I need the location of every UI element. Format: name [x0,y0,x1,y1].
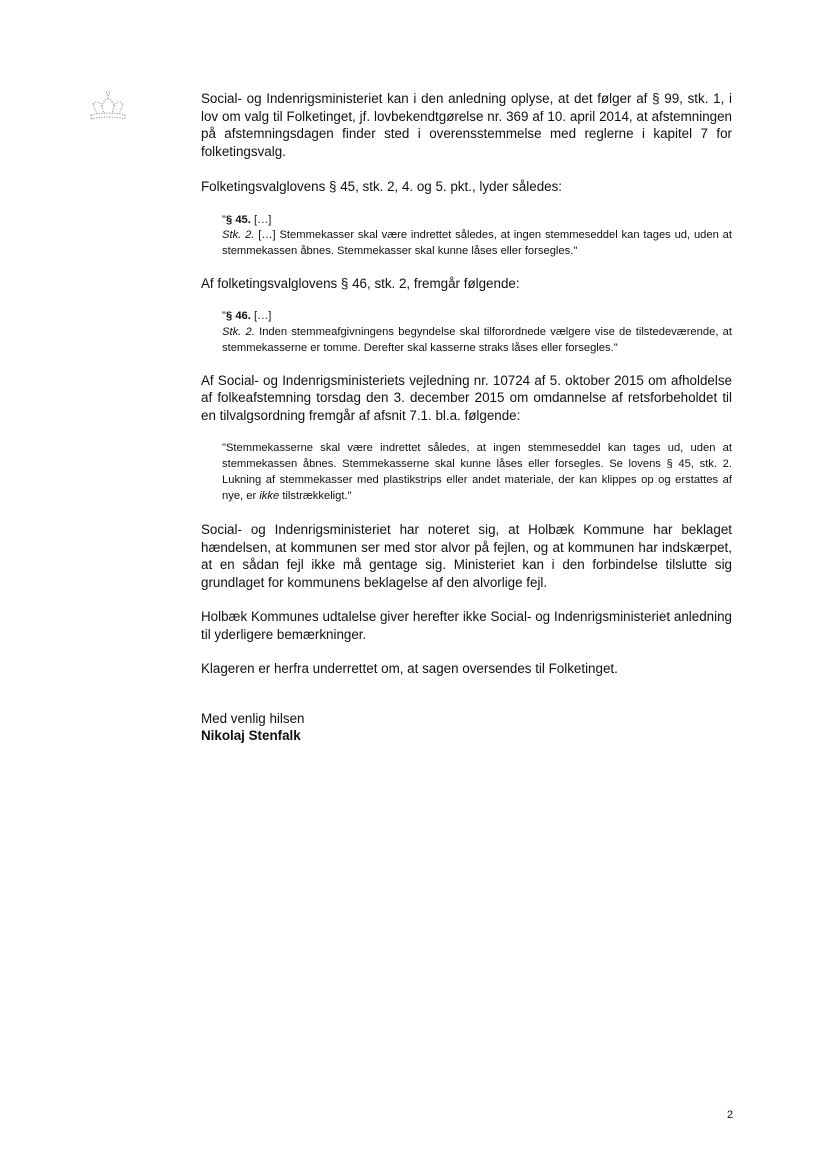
signature-name: Nikolaj Stenfalk [201,728,301,744]
quote-emphasis: ikke [259,489,280,502]
quote-45-stk: Stk. 2. [222,229,255,242]
quote-vejledning: "Stemmekasserne skal være indrettet således, at ingen stemmeseddel kan tages ud, uden at stemmekassen åbnes. Stemmekasserne skal kunne låses eller forsegles. Se lovens § 45, stk. 2. Lukning af stemmekasser med plastikstrips eller andet materiale, der kan klippes op og erstattes af nye, er ikke tilstrækkeligt." [222,442,732,502]
closing-text: Med venlig hilsen [201,710,305,726]
quote-46-stk: Stk. 2. [222,326,255,339]
quote-46-head: § 46. [225,310,251,323]
quote-46-text: Inden stemmeafgivningens begyndelse skal tilforordnede vælgere vise de tilstedeværende, at stemmekasserne er tomme. Derefter skal kasserne straks låses eller forsegles." [222,326,733,354]
signature-block [201,710,732,745]
paragraph-4: Af Social- og Indenrigsministeriets vejledning nr. 10724 af 5. oktober 2015 om afholdelse af folkeafstemning torsdag den 3. december 2015 om omdannelse af retsforbeholdet til en tilvalgsordning fremgår af afsnit 7.1. bl.a. følgende: [201,372,732,423]
paragraph-2: Folketingsvalglovens § 45, stk. 2, 4. og 5. pkt., lyder således: [201,179,562,194]
quote-46: "§ 46. […] Stk. 2. Inden stemmeafgivningens begyndelse skal tilforordnede vælgere vise de tilstedeværende, at stemmekasserne er tomme. Derefter skal kasserne straks låses eller forsegles." [222,310,733,354]
page-number: 2 [727,1109,734,1121]
crown-icon [88,90,128,126]
paragraph-7: Klageren er herfra underrettet om, at sagen oversendes til Folketinget. [201,661,618,677]
paragraph-5: Social- og Indenrigsministeriet har noteret sig, at Holbæk Kommune har beklaget hændelsen, at kommunen ser med stor alvor på fejlen, og at kommunen har indskærpet, at en sådan fejl ikke må gentage sig. Ministeriet kan i den forbindelse tilslutte sig grundlaget for kommunens beklagelse af den alvorlige fejl. [201,522,732,590]
quote-45: "§ 45. […] Stk. 2. […] Stemmekasser skal være indrettet således, at ingen stemmeseddel kan tages ud, uden at stemmekassen åbnes. Stemmekasser skal kunne låses eller forsegles." [222,213,732,258]
letter-body [201,90,732,745]
quote-45-head: § 45. [225,213,251,226]
quote-45-text: […] Stemmekasser skal være indrettet således, at ingen stemmeseddel kan tages ud, uden at stemmekassen åbnes. Stemmekasser skal kunne låses eller forsegles." [222,229,732,258]
paragraph-3: Af folketingsvalglovens § 46, stk. 2, fremgår følgende: [201,275,520,291]
paragraph-6: Holbæk Kommunes udtalelse giver herefter ikke Social- og Indenrigsministeriet anledning til yderligere bemærkninger. [201,609,732,642]
paragraph-1: Social- og Indenrigsministeriet kan i den anledning oplyse, at det følger af § 99, stk. 1, i lov om valg til Folketinget, jf. lovbekendtgørelse nr. 369 af 10. april 2014, at afstemningen på afstemningsdagen finder sted i overensstemmelse med reglerne i kapitel 7 for folketingsvalg. [201,91,732,159]
